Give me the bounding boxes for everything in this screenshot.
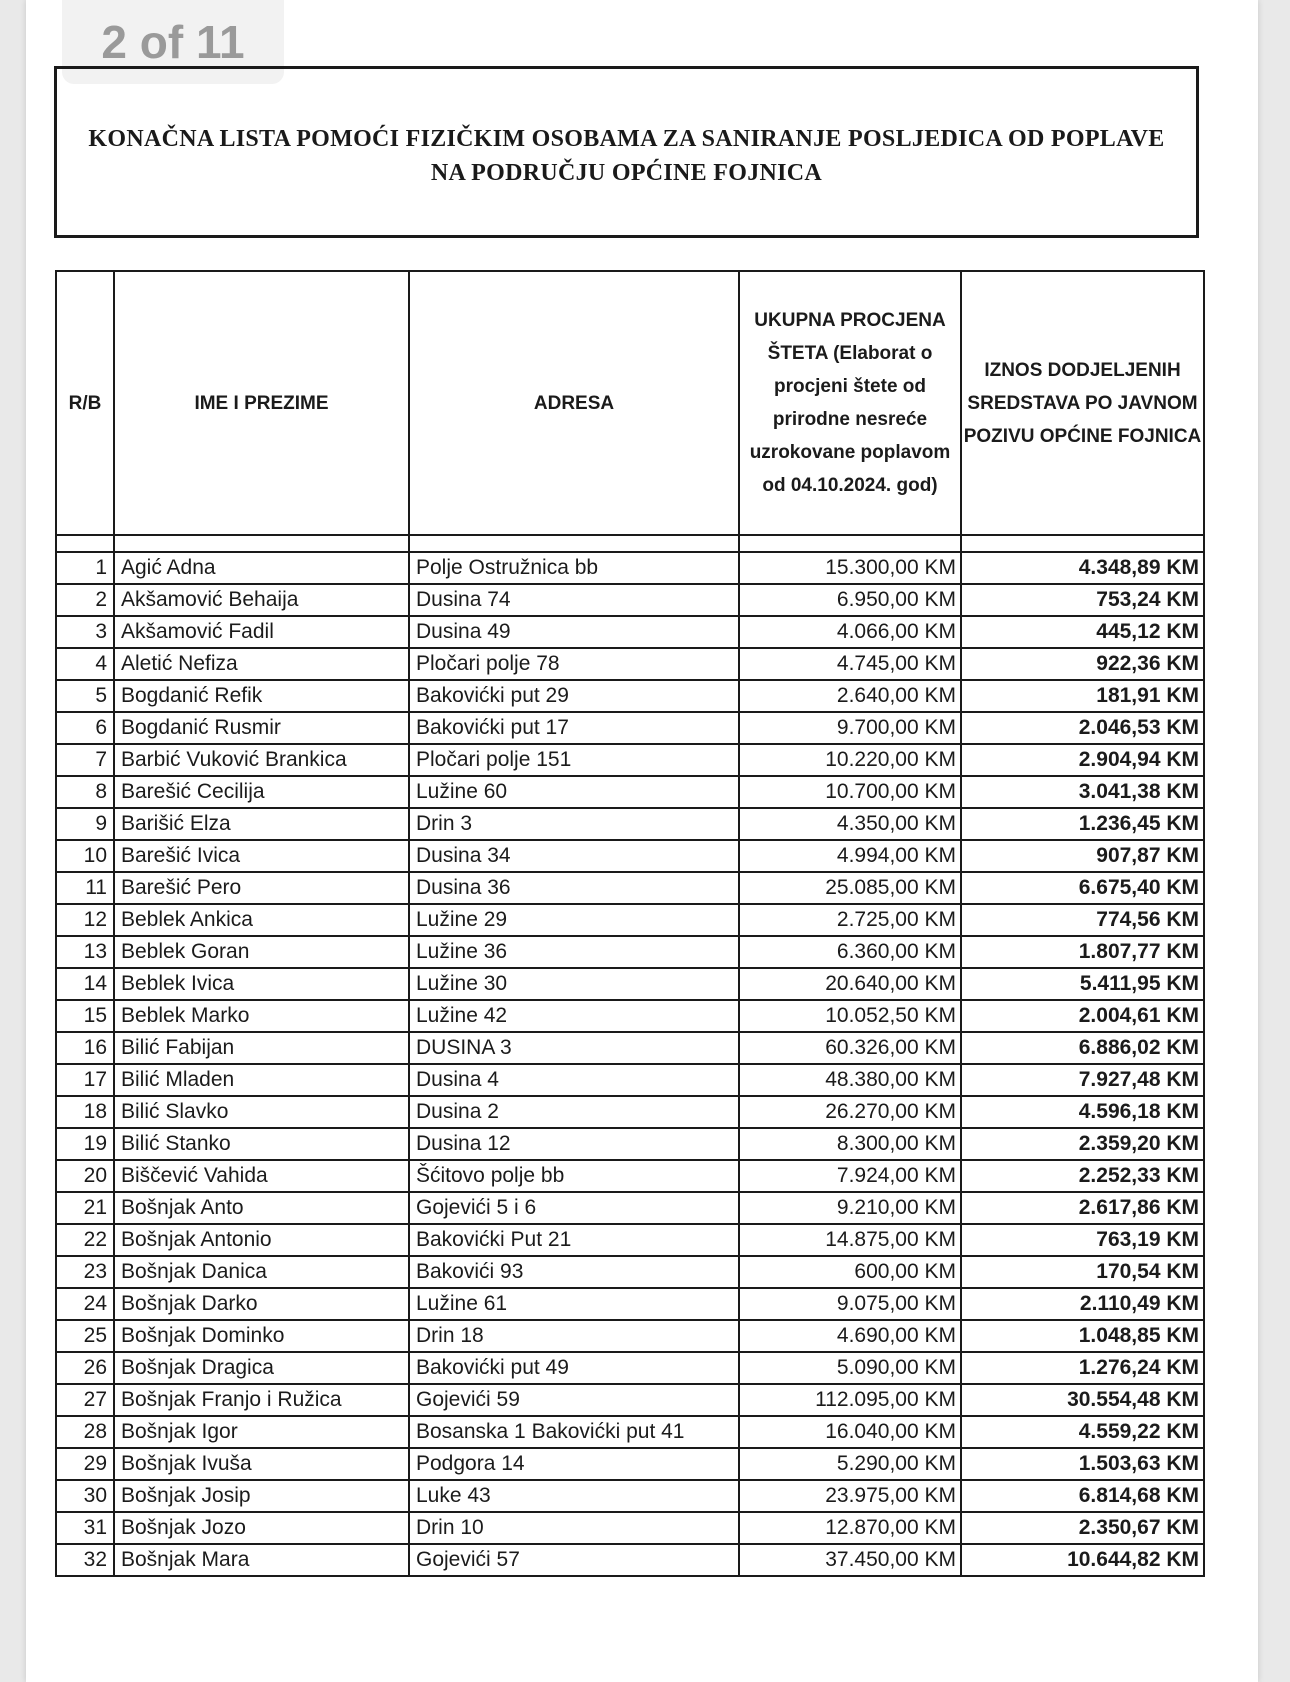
person-name-cell: Agić Adna (114, 552, 409, 584)
table-row (56, 744, 1204, 776)
person-name-cell: Beblek Marko (114, 1000, 409, 1032)
table-row (56, 840, 1204, 872)
damage-estimate-cell: 112.095,00 KM (739, 1384, 961, 1416)
table-row (56, 1448, 1204, 1480)
table-body (56, 552, 1204, 1576)
address-cell: Bakovićki put 49 (409, 1352, 739, 1384)
granted-amount-cell: 10.644,82 KM (961, 1544, 1204, 1576)
address-cell: Bakovići 93 (409, 1256, 739, 1288)
table-row (56, 904, 1204, 936)
granted-amount-cell: 2.617,86 KM (961, 1192, 1204, 1224)
address-cell: Bosanska 1 Bakovićki put 41 (409, 1416, 739, 1448)
address-cell: Pločari polje 151 (409, 744, 739, 776)
damage-estimate-cell: 6.950,00 KM (739, 584, 961, 616)
row-number-cell: 6 (56, 712, 114, 744)
person-name-cell: Bogdanić Rusmir (114, 712, 409, 744)
granted-amount-cell: 2.350,67 KM (961, 1512, 1204, 1544)
address-cell: Lužine 30 (409, 968, 739, 1000)
address-cell: Dusina 49 (409, 616, 739, 648)
table-row (56, 616, 1204, 648)
granted-amount-cell: 445,12 KM (961, 616, 1204, 648)
row-number-cell: 23 (56, 1256, 114, 1288)
header-estimate: UKUPNA PROCJENA ŠTETA (Elaborat o procjeni štete od prirodne nesreće uzrokovane poplavom od 04.10.2024. god) (739, 271, 961, 535)
address-cell: Gojevići 59 (409, 1384, 739, 1416)
table-row (56, 1096, 1204, 1128)
damage-estimate-cell: 20.640,00 KM (739, 968, 961, 1000)
damage-estimate-cell: 5.290,00 KM (739, 1448, 961, 1480)
damage-estimate-cell: 2.725,00 KM (739, 904, 961, 936)
row-number-cell: 17 (56, 1064, 114, 1096)
person-name-cell: Bilić Mladen (114, 1064, 409, 1096)
row-number-cell: 27 (56, 1384, 114, 1416)
person-name-cell: Bošnjak Jozo (114, 1512, 409, 1544)
header-rb: R/B (56, 271, 114, 535)
header-address: ADRESA (409, 271, 739, 535)
damage-estimate-cell: 2.640,00 KM (739, 680, 961, 712)
address-cell: Gojevići 57 (409, 1544, 739, 1576)
row-number-cell: 19 (56, 1128, 114, 1160)
damage-estimate-cell: 4.994,00 KM (739, 840, 961, 872)
granted-amount-cell: 907,87 KM (961, 840, 1204, 872)
person-name-cell: Beblek Goran (114, 936, 409, 968)
granted-amount-cell: 2.110,49 KM (961, 1288, 1204, 1320)
damage-estimate-cell: 9.210,00 KM (739, 1192, 961, 1224)
address-cell: Dusina 4 (409, 1064, 739, 1096)
row-number-cell: 15 (56, 1000, 114, 1032)
document-title-line-2: NA PODRUČJU OPĆINE FOJNICA (430, 160, 823, 186)
granted-amount-cell: 30.554,48 KM (961, 1384, 1204, 1416)
address-cell: Luke 43 (409, 1480, 739, 1512)
table-row (56, 1128, 1204, 1160)
person-name-cell: Biščević Vahida (114, 1160, 409, 1192)
granted-amount-cell: 2.359,20 KM (961, 1128, 1204, 1160)
granted-amount-cell: 7.927,48 KM (961, 1064, 1204, 1096)
row-number-cell: 1 (56, 552, 114, 584)
damage-estimate-cell: 23.975,00 KM (739, 1480, 961, 1512)
damage-estimate-cell: 4.066,00 KM (739, 616, 961, 648)
granted-amount-cell: 1.807,77 KM (961, 936, 1204, 968)
person-name-cell: Bošnjak Ivuša (114, 1448, 409, 1480)
address-cell: Polje Ostružnica bb (409, 552, 739, 584)
granted-amount-cell: 6.814,68 KM (961, 1480, 1204, 1512)
table-row (56, 584, 1204, 616)
person-name-cell: Bošnjak Danica (114, 1256, 409, 1288)
person-name-cell: Bogdanić Refik (114, 680, 409, 712)
table-row (56, 936, 1204, 968)
granted-amount-cell: 2.004,61 KM (961, 1000, 1204, 1032)
row-number-cell: 26 (56, 1352, 114, 1384)
granted-amount-cell: 181,91 KM (961, 680, 1204, 712)
row-number-cell: 28 (56, 1416, 114, 1448)
damage-estimate-cell: 26.270,00 KM (739, 1096, 961, 1128)
table-row (56, 680, 1204, 712)
row-number-cell: 31 (56, 1512, 114, 1544)
address-cell: Pločari polje 78 (409, 648, 739, 680)
row-number-cell: 13 (56, 936, 114, 968)
address-cell: DUSINA 3 (409, 1032, 739, 1064)
damage-estimate-cell: 15.300,00 KM (739, 552, 961, 584)
granted-amount-cell: 4.348,89 KM (961, 552, 1204, 584)
damage-estimate-cell: 8.300,00 KM (739, 1128, 961, 1160)
person-name-cell: Barešić Pero (114, 872, 409, 904)
row-number-cell: 16 (56, 1032, 114, 1064)
row-number-cell: 5 (56, 680, 114, 712)
row-number-cell: 32 (56, 1544, 114, 1576)
damage-estimate-cell: 10.052,50 KM (739, 1000, 961, 1032)
damage-estimate-cell: 14.875,00 KM (739, 1224, 961, 1256)
damage-estimate-cell: 12.870,00 KM (739, 1512, 961, 1544)
row-number-cell: 29 (56, 1448, 114, 1480)
person-name-cell: Bošnjak Franjo i Ružica (114, 1384, 409, 1416)
table-row (56, 968, 1204, 1000)
row-number-cell: 30 (56, 1480, 114, 1512)
table-row (56, 552, 1204, 584)
table-row (56, 1416, 1204, 1448)
address-cell: Lužine 60 (409, 776, 739, 808)
person-name-cell: Bošnjak Anto (114, 1192, 409, 1224)
address-cell: Šćitovo polje bb (409, 1160, 739, 1192)
table-row (56, 1256, 1204, 1288)
address-cell: Dusina 34 (409, 840, 739, 872)
table-row (56, 1320, 1204, 1352)
damage-estimate-cell: 9.075,00 KM (739, 1288, 961, 1320)
address-cell: Bakovićki Put 21 (409, 1224, 739, 1256)
granted-amount-cell: 922,36 KM (961, 648, 1204, 680)
address-cell: Drin 3 (409, 808, 739, 840)
table-row (56, 1544, 1204, 1576)
damage-estimate-cell: 5.090,00 KM (739, 1352, 961, 1384)
damage-estimate-cell: 37.450,00 KM (739, 1544, 961, 1576)
damage-estimate-cell: 16.040,00 KM (739, 1416, 961, 1448)
row-number-cell: 24 (56, 1288, 114, 1320)
address-cell: Drin 18 (409, 1320, 739, 1352)
damage-estimate-cell: 600,00 KM (739, 1256, 961, 1288)
row-number-cell: 20 (56, 1160, 114, 1192)
granted-amount-cell: 2.046,53 KM (961, 712, 1204, 744)
table-row (56, 1512, 1204, 1544)
person-name-cell: Bilić Fabijan (114, 1032, 409, 1064)
granted-amount-cell: 1.503,63 KM (961, 1448, 1204, 1480)
damage-estimate-cell: 25.085,00 KM (739, 872, 961, 904)
address-cell: Bakovićki put 17 (409, 712, 739, 744)
row-number-cell: 21 (56, 1192, 114, 1224)
address-cell: Dusina 12 (409, 1128, 739, 1160)
table-row (56, 1352, 1204, 1384)
table-row (56, 1288, 1204, 1320)
granted-amount-cell: 3.041,38 KM (961, 776, 1204, 808)
aid-list-table (55, 270, 1205, 1577)
damage-estimate-cell: 4.690,00 KM (739, 1320, 961, 1352)
person-name-cell: Akšamović Fadil (114, 616, 409, 648)
person-name-cell: Akšamović Behaija (114, 584, 409, 616)
damage-estimate-cell: 60.326,00 KM (739, 1032, 961, 1064)
person-name-cell: Bošnjak Mara (114, 1544, 409, 1576)
address-cell: Dusina 36 (409, 872, 739, 904)
person-name-cell: Barišić Elza (114, 808, 409, 840)
person-name-cell: Bošnjak Darko (114, 1288, 409, 1320)
granted-amount-cell: 1.236,45 KM (961, 808, 1204, 840)
address-cell: Lužine 36 (409, 936, 739, 968)
person-name-cell: Bošnjak Dragica (114, 1352, 409, 1384)
row-number-cell: 22 (56, 1224, 114, 1256)
table-row (56, 648, 1204, 680)
person-name-cell: Beblek Ivica (114, 968, 409, 1000)
person-name-cell: Bošnjak Dominko (114, 1320, 409, 1352)
page-indicator: 2 of 11 (62, 0, 284, 84)
granted-amount-cell: 2.252,33 KM (961, 1160, 1204, 1192)
person-name-cell: Barbić Vuković Brankica (114, 744, 409, 776)
row-number-cell: 3 (56, 616, 114, 648)
table-row (56, 1480, 1204, 1512)
row-number-cell: 14 (56, 968, 114, 1000)
address-cell: Lužine 29 (409, 904, 739, 936)
table-row (56, 776, 1204, 808)
address-cell: Dusina 2 (409, 1096, 739, 1128)
document-title-line-1: KONAČNA LISTA POMOĆI FIZIČKIM OSOBAMA ZA SANIRANJE POSLJEDICA OD POPLAVE (88, 126, 1165, 152)
row-number-cell: 11 (56, 872, 114, 904)
damage-estimate-cell: 4.350,00 KM (739, 808, 961, 840)
row-number-cell: 4 (56, 648, 114, 680)
row-number-cell: 18 (56, 1096, 114, 1128)
damage-estimate-cell: 10.220,00 KM (739, 744, 961, 776)
granted-amount-cell: 753,24 KM (961, 584, 1204, 616)
granted-amount-cell: 1.276,24 KM (961, 1352, 1204, 1384)
table-row (56, 1384, 1204, 1416)
table-row (56, 1192, 1204, 1224)
granted-amount-cell: 170,54 KM (961, 1256, 1204, 1288)
table-row (56, 712, 1204, 744)
damage-estimate-cell: 48.380,00 KM (739, 1064, 961, 1096)
table-row (56, 1224, 1204, 1256)
person-name-cell: Beblek Ankica (114, 904, 409, 936)
table-row (56, 872, 1204, 904)
header-grant: IZNOS DODJELJENIH SREDSTAVA PO JAVNOM POZIVU OPĆINE FOJNICA (961, 271, 1204, 535)
person-name-cell: Barešić Ivica (114, 840, 409, 872)
damage-estimate-cell: 4.745,00 KM (739, 648, 961, 680)
row-number-cell: 2 (56, 584, 114, 616)
person-name-cell: Bošnjak Antonio (114, 1224, 409, 1256)
person-name-cell: Bilić Slavko (114, 1096, 409, 1128)
granted-amount-cell: 4.559,22 KM (961, 1416, 1204, 1448)
damage-estimate-cell: 9.700,00 KM (739, 712, 961, 744)
damage-estimate-cell: 6.360,00 KM (739, 936, 961, 968)
table-row (56, 1000, 1204, 1032)
address-cell: Lužine 61 (409, 1288, 739, 1320)
table-row (56, 1064, 1204, 1096)
row-number-cell: 10 (56, 840, 114, 872)
table-header-row (56, 271, 1204, 535)
row-number-cell: 12 (56, 904, 114, 936)
row-number-cell: 9 (56, 808, 114, 840)
address-cell: Gojevići 5 i 6 (409, 1192, 739, 1224)
granted-amount-cell: 774,56 KM (961, 904, 1204, 936)
row-number-cell: 25 (56, 1320, 114, 1352)
address-cell: Bakovićki put 29 (409, 680, 739, 712)
person-name-cell: Aletić Nefiza (114, 648, 409, 680)
damage-estimate-cell: 10.700,00 KM (739, 776, 961, 808)
table-row (56, 1160, 1204, 1192)
row-number-cell: 8 (56, 776, 114, 808)
person-name-cell: Barešić Cecilija (114, 776, 409, 808)
person-name-cell: Bošnjak Josip (114, 1480, 409, 1512)
granted-amount-cell: 6.675,40 KM (961, 872, 1204, 904)
granted-amount-cell: 763,19 KM (961, 1224, 1204, 1256)
header-name: IME I PREZIME (114, 271, 409, 535)
address-cell: Drin 10 (409, 1512, 739, 1544)
table-row (56, 1032, 1204, 1064)
person-name-cell: Bošnjak Igor (114, 1416, 409, 1448)
person-name-cell: Bilić Stanko (114, 1128, 409, 1160)
damage-estimate-cell: 7.924,00 KM (739, 1160, 961, 1192)
address-cell: Podgora 14 (409, 1448, 739, 1480)
granted-amount-cell: 1.048,85 KM (961, 1320, 1204, 1352)
row-number-cell: 7 (56, 744, 114, 776)
header-spacer-row (56, 535, 1204, 552)
granted-amount-cell: 6.886,02 KM (961, 1032, 1204, 1064)
table-row (56, 808, 1204, 840)
granted-amount-cell: 4.596,18 KM (961, 1096, 1204, 1128)
granted-amount-cell: 5.411,95 KM (961, 968, 1204, 1000)
document-title-box (54, 66, 1199, 238)
address-cell: Dusina 74 (409, 584, 739, 616)
address-cell: Lužine 42 (409, 1000, 739, 1032)
granted-amount-cell: 2.904,94 KM (961, 744, 1204, 776)
